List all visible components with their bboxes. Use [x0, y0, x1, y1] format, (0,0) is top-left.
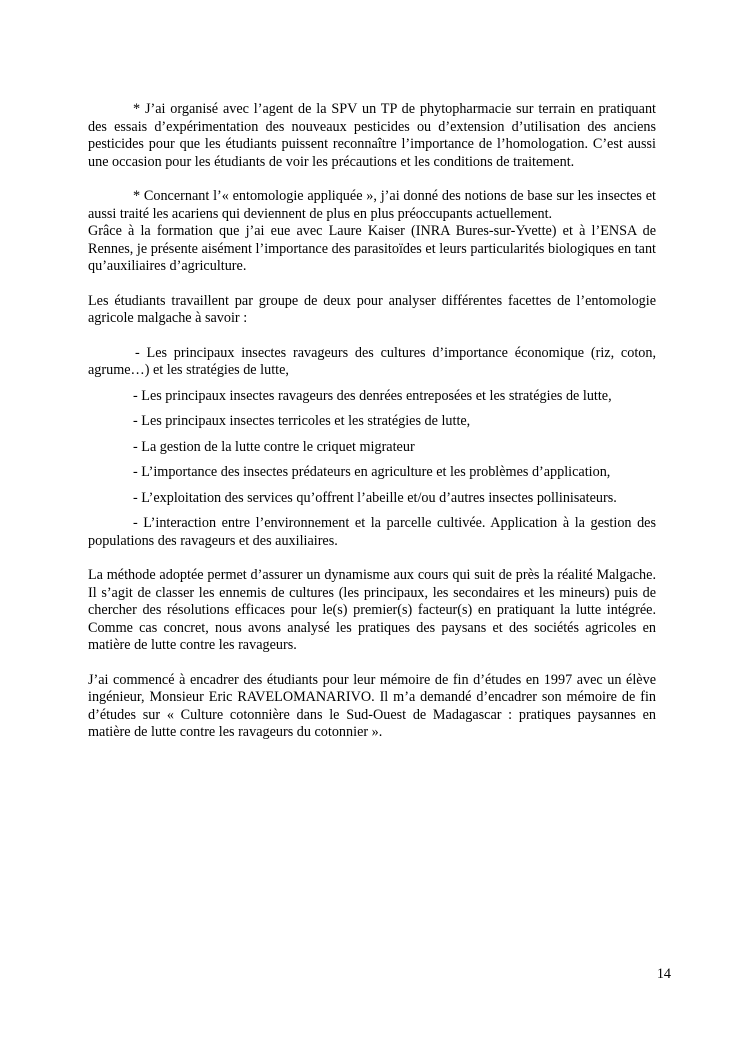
list-item: - Les principaux insectes ravageurs des cultures d’importance économique (riz, coton, agrume…) et les stratégies de lutte, — [88, 344, 656, 378]
paragraph-entomologie: * Concernant l’« entomologie appliquée », j’ai donné des notions de base sur les insectes et aussi traité les acariens qui deviennent de plus en plus préoccupants actuellement. — [88, 188, 656, 222]
list-item: - L’importance des insectes prédateurs en agriculture et les problèmes d’application, — [133, 464, 611, 480]
paragraph-formation: Grâce à la formation que j’ai eue avec Laure Kaiser (INRA Bures-sur-Yvette) et à l’ENSA de Rennes, je présente aisément l’importance des parasitoïdes et leurs particularités biologiques en tant qu’auxiliaires d’agriculture. — [88, 223, 656, 274]
paragraph-etudiants: Les étudiants travaillent par groupe de deux pour analyser différentes facettes de l’entomologie agricole malgache à savoir : — [88, 292, 656, 326]
page-number: 14 — [656, 966, 671, 982]
list-item: - Les principaux insectes terricoles et les stratégies de lutte, — [133, 413, 471, 429]
paragraph-phytopharmacie: * J’ai organisé avec l’agent de la SPV un TP de phytopharmacie sur terrain en pratiquant des essais d’expérimentation des nouveaux pesticides ou d’extension d’utilisation des anciens pesticides pour que les étudiants puissent reconnaître l’importance de l’homologation. C’est aussi une occasion pour les étudiants de voir les précautions et les conditions de traitement. — [88, 101, 656, 170]
list-item: - L’interaction entre l’environnement et la parcelle cultivée. Application à la gestion des populations des ravageurs et des auxiliaires. — [88, 515, 656, 549]
paragraph-encadrement: J’ai commencé à encadrer des étudiants pour leur mémoire de fin d’études en 1997 avec un élève ingénieur, Monsieur Eric RAVELOMANARIVO. Il m’a demandé d’encadrer son mémoire de fin d’études sur « Culture cotonnière dans le Sud-Ouest de Madagascar : pratiques paysannes en matière de lutte contre les ravageurs du cotonnier ». — [88, 671, 656, 740]
facettes-list — [88, 345, 656, 551]
list-item: - L’exploitation des services qu’offrent l’abeille et/ou d’autres insectes pollinisateurs. — [133, 489, 617, 506]
document-page — [88, 101, 656, 742]
paragraph-methode: La méthode adoptée permet d’assurer un dynamisme aux cours qui suit de près la réalité Malgache. Il s’agit de classer les ennemis de cultures (les principaux, les secondaires et les mineurs) puis de chercher des résolutions efficaces pour le(s) premier(s) facteur(s) en pratiquant la lutte intégrée. Comme cas concret, nous avons analysé les pratiques des paysans et des sociétés agricoles en matière de lutte contre les ravageurs. — [88, 567, 656, 653]
list-item: - Les principaux insectes ravageurs des denrées entreposées et les stratégies de lutte, — [133, 387, 612, 404]
list-item: - La gestion de la lutte contre le criquet migrateur — [133, 438, 415, 455]
